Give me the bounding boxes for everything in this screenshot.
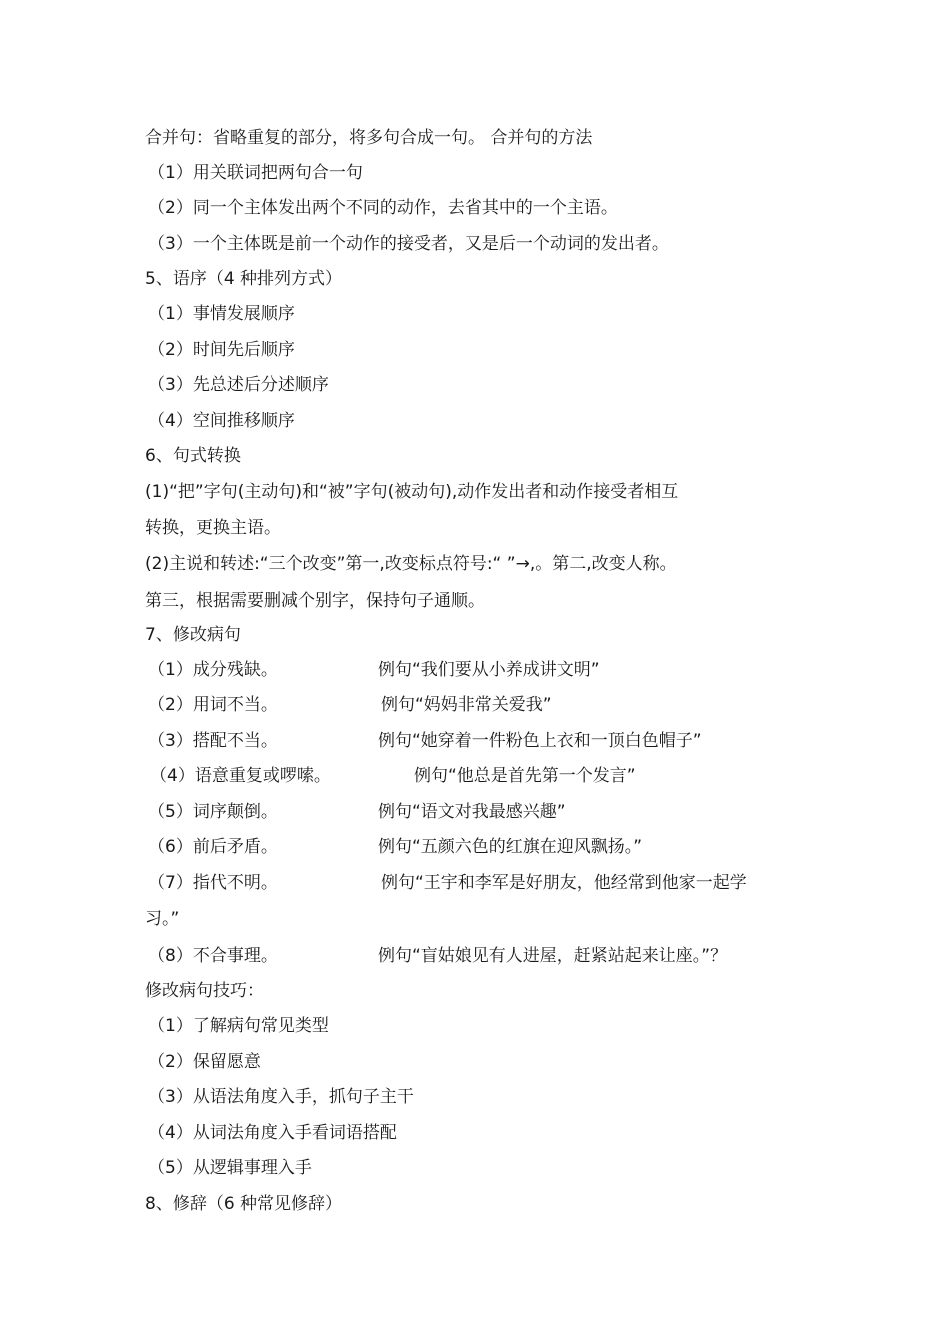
error-example-8: 例句“盲姑娘见有人进屋，赶紧站起来让座。”？ (378, 946, 728, 966)
transform-item-1: (1)“把”字句(主动句)和“被”字句(被动句),动作发出者和动作接受者相互 (145, 482, 679, 502)
tips-title: 修改病句技巧： (145, 981, 264, 1001)
tip-item-3: （3）从语法角度入手，抓句子主干 (148, 1087, 414, 1107)
tip-item-4: （4）从词法角度入手看词语搭配 (148, 1123, 397, 1143)
order-item-3: （3）先总述后分述顺序 (148, 375, 329, 395)
merge-method-2: （2）同一个主体发出两个不同的动作，去省其中的一个主语。 (148, 198, 618, 218)
tip-item-1: （1）了解病句常见类型 (148, 1016, 329, 1036)
tip-item-2: （2）保留愿意 (148, 1052, 261, 1072)
error-type-6: （6）前后矛盾。 (148, 837, 278, 857)
error-example-2: 例句“妈妈非常关爱我” (381, 695, 552, 715)
order-item-4: （4）空间推移顺序 (148, 411, 295, 431)
order-item-2: （2）时间先后顺序 (148, 340, 295, 360)
error-example-7-cont: 习。” (145, 909, 180, 929)
error-type-1: （1）成分残缺。 (148, 660, 278, 680)
error-example-5: 例句“语文对我最感兴趣” (378, 802, 566, 822)
merge-sentence-intro: 合并句：省略重复的部分，将多句合成一句。 合并句的方法 (145, 128, 593, 148)
error-example-6: 例句“五颜六色的红旗在迎风飘扬。” (378, 837, 643, 857)
error-type-3: （3）搭配不当。 (148, 731, 278, 751)
section-5-heading: 5、语序（4 种排列方式） (145, 269, 343, 289)
error-type-4: （4）语意重复或啰嗦。 (150, 766, 331, 786)
error-example-7: 例句“王宇和李军是好朋友，他经常到他家一起学 (381, 873, 747, 893)
error-type-8: （8）不合事理。 (148, 946, 278, 966)
error-type-5: （5）词序颠倒。 (148, 802, 278, 822)
section-7-heading: 7、修改病句 (145, 625, 241, 645)
merge-method-1: （1）用关联词把两句合一句 (148, 163, 363, 183)
error-type-2: （2）用词不当。 (148, 695, 278, 715)
error-example-4: 例句“他总是首先第一个发言” (414, 766, 636, 786)
transform-item-2-cont: 第三，根据需要删减个别字，保持句子通顺。 (145, 591, 485, 611)
error-example-3: 例句“她穿着一件粉色上衣和一顶白色帽子” (378, 731, 702, 751)
section-6-heading: 6、句式转换 (145, 446, 241, 466)
section-8-heading: 8、修辞（6 种常见修辞） (145, 1194, 343, 1214)
error-type-7: （7）指代不明。 (148, 873, 278, 893)
order-item-1: （1）事情发展顺序 (148, 304, 295, 324)
transform-item-1-cont: 转换，更换主语。 (145, 518, 281, 538)
tip-item-5: （5）从逻辑事理入手 (148, 1158, 312, 1178)
merge-method-3: （3）一个主体既是前一个动作的接受者，又是后一个动词的发出者。 (148, 234, 669, 254)
transform-item-2: (2)主说和转述:“三个改变”第一,改变标点符号:“ ”→,。第二,改变人称。 (145, 554, 677, 574)
error-example-1: 例句“我们要从小养成讲文明” (378, 660, 600, 680)
